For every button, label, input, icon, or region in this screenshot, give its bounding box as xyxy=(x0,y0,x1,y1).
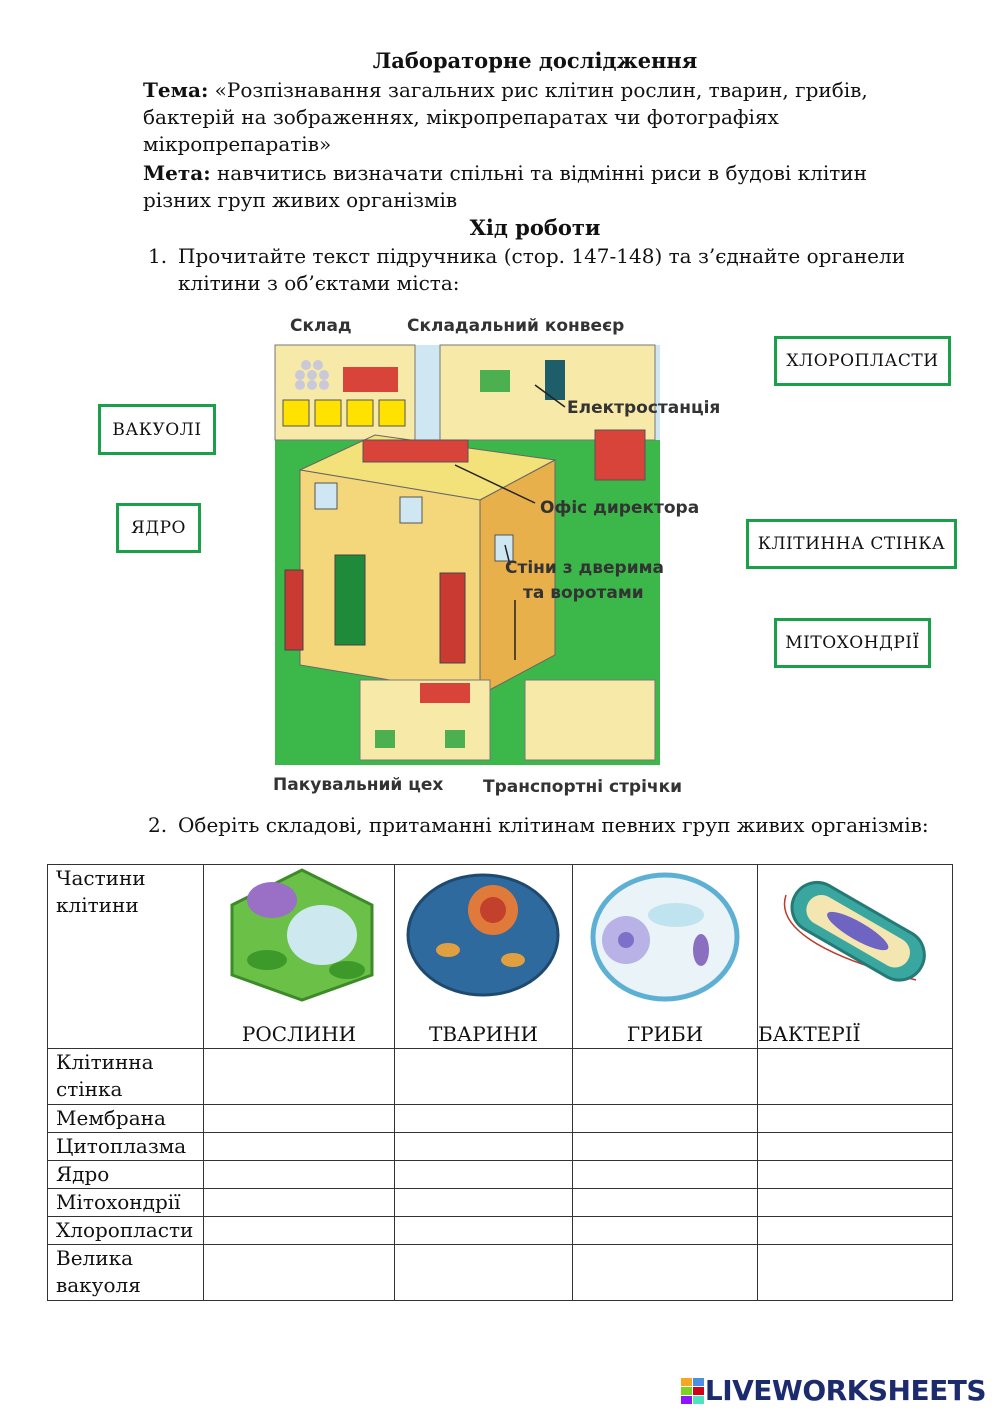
answer-cell[interactable] xyxy=(573,1049,758,1105)
bacteria-cell-image xyxy=(766,865,944,1005)
task1-number: 1. xyxy=(148,244,168,268)
caption-power: Електростанція xyxy=(567,398,721,418)
goal-paragraph xyxy=(143,160,903,214)
answer-cell[interactable] xyxy=(758,1189,953,1217)
table-row xyxy=(48,1217,953,1245)
table-row xyxy=(48,1133,953,1161)
goal-label: Мета: xyxy=(143,161,211,185)
table-row xyxy=(48,1105,953,1133)
table-header-row xyxy=(48,865,953,1049)
answer-cell[interactable] xyxy=(395,1049,573,1105)
row-label-cell-wall: Клітинна стінка xyxy=(48,1049,204,1105)
answer-cell[interactable] xyxy=(204,1189,395,1217)
header-animals xyxy=(395,865,573,1049)
caption-walls-2: та воротами xyxy=(523,583,644,603)
goal-text: навчитись визначати спільні та відмінні риси в будові клітин різних груп живих організмів xyxy=(143,161,867,212)
answer-cell[interactable] xyxy=(204,1161,395,1189)
caption-packing: Пакувальний цех xyxy=(273,775,444,795)
animal-cell-image xyxy=(403,865,564,1005)
answer-cell[interactable] xyxy=(758,1161,953,1189)
answer-cell[interactable] xyxy=(204,1217,395,1245)
answer-cell[interactable] xyxy=(573,1133,758,1161)
caption-transport: Транспортні стрічки xyxy=(483,777,683,797)
caption-director: Офіс директора xyxy=(540,498,700,518)
match-box-vacuoles[interactable]: ВАКУОЛІ xyxy=(98,404,216,455)
answer-cell[interactable] xyxy=(573,1245,758,1301)
logo-icon xyxy=(681,1378,705,1404)
row-label-vacuole: Велика вакуоля xyxy=(48,1245,204,1301)
label-fungi: ГРИБИ xyxy=(626,1022,704,1046)
label-plants: РОСЛИНИ xyxy=(241,1022,357,1046)
cell-parts-table xyxy=(47,864,953,1301)
answer-cell[interactable] xyxy=(758,1105,953,1133)
row-label-mitochondria: Мітохондрії xyxy=(48,1189,204,1217)
answer-cell[interactable] xyxy=(573,1105,758,1133)
answer-cell[interactable] xyxy=(758,1217,953,1245)
plant-cell-image xyxy=(212,865,386,1005)
answer-cell[interactable] xyxy=(573,1217,758,1245)
table-row xyxy=(48,1049,953,1105)
match-box-cell-wall[interactable]: КЛІТИННА СТІНКА xyxy=(746,519,957,569)
task2-number: 2. xyxy=(148,813,168,837)
row-label-chloroplasts: Хлоропласти xyxy=(48,1217,204,1245)
liveworksheets-logo xyxy=(681,1374,986,1407)
task1-instruction xyxy=(148,243,938,297)
answer-cell[interactable] xyxy=(758,1133,953,1161)
procedure-heading: Хід роботи xyxy=(469,215,601,240)
answer-cell[interactable] xyxy=(573,1161,758,1189)
match-box-mitochondria[interactable]: МІТОХОНДРІЇ xyxy=(774,618,931,668)
answer-cell[interactable] xyxy=(395,1105,573,1133)
header-parts-label: Частини клітини xyxy=(48,865,204,1049)
match-box-chloroplasts[interactable]: ХЛОРОПЛАСТИ xyxy=(774,336,951,386)
answer-cell[interactable] xyxy=(395,1245,573,1301)
task1-text: Прочитайте текст підручника (стор. 147-148) та з’єднайте органели клітини з об’єктами міста: xyxy=(178,244,906,295)
fungi-cell-image xyxy=(581,865,749,1005)
answer-cell[interactable] xyxy=(204,1105,395,1133)
label-animals: ТВАРИНИ xyxy=(429,1022,538,1046)
answer-cell[interactable] xyxy=(573,1189,758,1217)
worksheet-title: Лабораторне дослідження xyxy=(372,48,698,73)
caption-warehouse: Склад xyxy=(290,316,352,336)
caption-assembly: Складальний конвеєр xyxy=(407,316,625,336)
label-bacteria: БАКТЕРІЇ xyxy=(758,1022,861,1046)
task2-instruction xyxy=(148,812,938,839)
answer-cell[interactable] xyxy=(204,1049,395,1105)
topic-text: «Розпізнавання загальних рис клітин рослин, тварин, грибів, бактерій на зображеннях, мікропрепаратах чи фотографіях мікропрепаратів» xyxy=(143,78,868,156)
answer-cell[interactable] xyxy=(758,1245,953,1301)
row-label-membrane: Мембрана xyxy=(48,1105,204,1133)
header-bacteria xyxy=(758,865,953,1049)
answer-cell[interactable] xyxy=(395,1189,573,1217)
header-fungi xyxy=(573,865,758,1049)
answer-cell[interactable] xyxy=(395,1161,573,1189)
match-box-nucleus[interactable]: ЯДРО xyxy=(116,503,201,553)
table-row xyxy=(48,1245,953,1301)
task2-text: Оберіть складові, притаманні клітинам певних груп живих організмів: xyxy=(178,813,929,837)
answer-cell[interactable] xyxy=(395,1133,573,1161)
table-row xyxy=(48,1161,953,1189)
answer-cell[interactable] xyxy=(204,1245,395,1301)
row-label-nucleus: Ядро xyxy=(48,1161,204,1189)
caption-walls-1: Стіни з дверима xyxy=(505,558,664,578)
answer-cell[interactable] xyxy=(204,1133,395,1161)
answer-cell[interactable] xyxy=(758,1049,953,1105)
logo-text: LIVEWORKSHEETS xyxy=(704,1374,986,1407)
answer-cell[interactable] xyxy=(395,1217,573,1245)
topic-paragraph xyxy=(143,77,903,158)
table-row xyxy=(48,1189,953,1217)
city-illustration xyxy=(255,305,745,805)
topic-label: Тема: xyxy=(143,78,209,102)
row-label-cytoplasm: Цитоплазма xyxy=(48,1133,204,1161)
header-plants xyxy=(204,865,395,1049)
